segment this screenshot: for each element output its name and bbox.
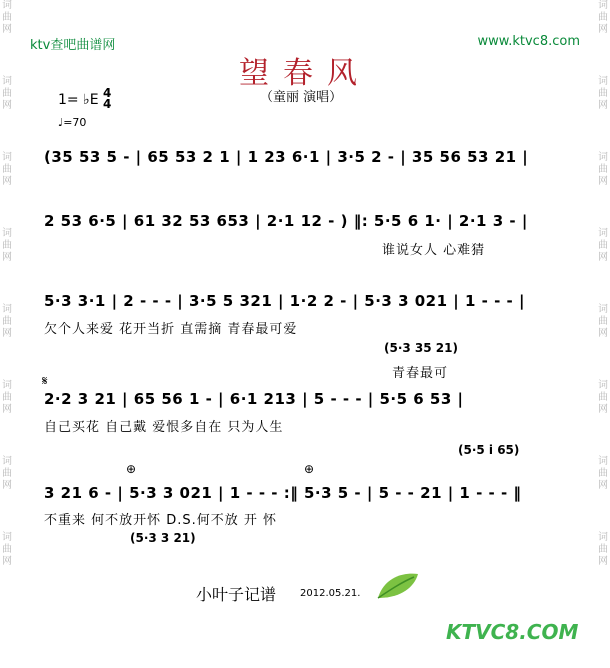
watermark-group: 词 曲 网: [2, 152, 12, 187]
watermark-group: 词 曲 网: [598, 76, 608, 111]
score-row-4-alt-notes: (5·5 i 65): [458, 443, 520, 457]
score-row-3-notes: 5·3 3·1 | 2 - - - | 3·5 5 321 | 1·2 2 - | 5·3 3 021 | 1 - - - |: [44, 292, 525, 310]
watermark-group: 词 曲 网: [2, 532, 12, 567]
site-url-right: www.ktvc8.com: [477, 34, 580, 49]
watermark-group: 词 曲 网: [598, 152, 608, 187]
watermark-group: 词 曲 网: [598, 456, 608, 491]
score-row-3-alt-notes: (5·3 35 21): [384, 341, 458, 355]
singer-credit: （童丽 演唱）: [260, 90, 343, 105]
score-row-2-lyrics: 谁说女人 心难猜: [382, 243, 486, 258]
transcription-date: 2012.05.21.: [300, 588, 361, 599]
score-row-1-notes: (35 53 5 - | 65 53 2 1 | 1 23 6·1 | 3·5 2 - | 35 56 53 21 |: [44, 148, 529, 166]
ktvc8-logo: KTVC8.COM: [446, 620, 579, 644]
time-signature: [103, 88, 111, 110]
song-title: 望春风: [239, 56, 371, 91]
coda-sign: ⊕: [126, 462, 137, 476]
score-row-4-notes: 2·2 3 21 | 65 56 1 - | 6·1 213 | 5 - - - | 5·5 6 53 |: [44, 390, 464, 408]
score-row-3-lyrics: 欠个人来爱 花开当折 直需摘 青春最可爱: [44, 322, 298, 337]
watermark-group: 词 曲 网: [2, 76, 12, 111]
transcriber-signature: 小叶子记谱: [196, 585, 277, 604]
score-row-5-lyrics: 不重来 何不放开怀 D.S.何不放 开 怀: [44, 513, 278, 528]
watermark-group: 词 曲 网: [598, 228, 608, 263]
site-name-left: ktv查吧曲谱网: [30, 38, 116, 53]
key-signature: 1= ♭E: [58, 92, 99, 108]
tempo-marking: ♩=70: [58, 116, 87, 129]
segno-sign: 𝄋: [42, 374, 48, 389]
meter-top: 4: [103, 86, 112, 100]
watermark-group: 词 曲 网: [598, 380, 608, 415]
watermark-group: 词 曲 网: [2, 228, 12, 263]
leaf-icon: [374, 568, 422, 604]
score-row-5-notes: 3 21 6 - | 5·3 3 021 | 1 - - - :‖ 5·3 5 - | 5 - - 21 | 1 - - - ‖: [44, 484, 522, 502]
coda-sign: ⊕: [304, 462, 315, 476]
meter-bottom: 4: [103, 97, 112, 111]
score-row-2-notes: 2 53 6·5 | 61 32 53 653 | 2·1 12 - ) ‖: 5·5 6 1· | 2·1 3 - |: [44, 212, 528, 230]
score-row-4-lyrics: 自己买花 自己戴 爱恨多自在 只为人生: [44, 420, 284, 435]
watermark-group: 词 曲 网: [2, 304, 12, 339]
watermark-group: 词 曲 网: [2, 0, 12, 35]
watermark-group: 词 曲 网: [598, 304, 608, 339]
watermark-group: 词 曲 网: [2, 380, 12, 415]
watermark-group: 词 曲 网: [2, 456, 12, 491]
score-row-3-alt-lyrics: 青春最可: [392, 366, 449, 381]
watermark-group: 词 曲 网: [598, 532, 608, 567]
watermark-group: 词 曲 网: [598, 0, 608, 35]
score-row-5-alt-notes: (5·3 3 21): [130, 531, 196, 545]
